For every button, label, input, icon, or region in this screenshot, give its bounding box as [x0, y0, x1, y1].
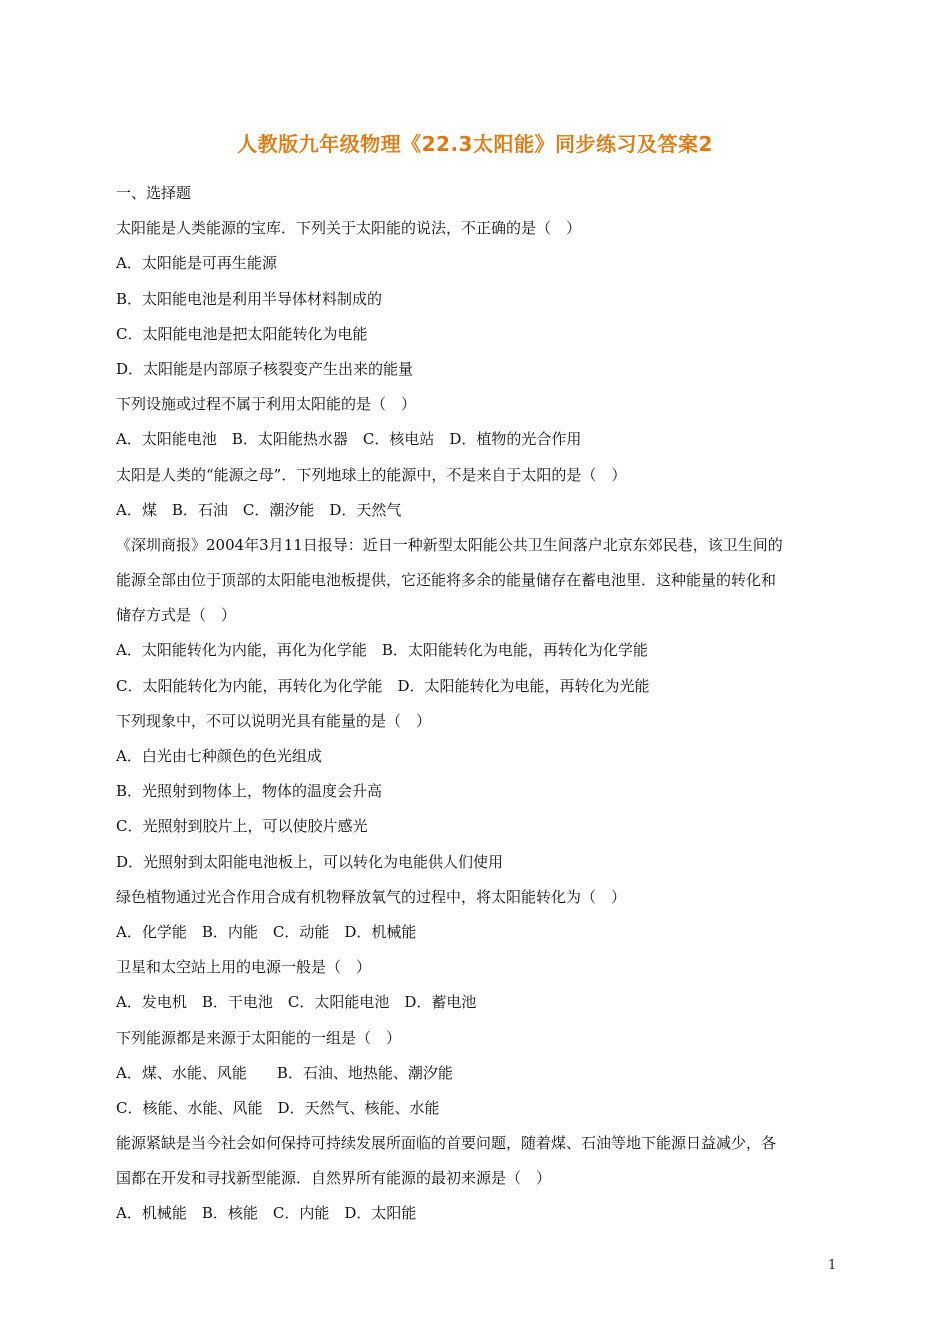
text-line: 太阳是人类的“能源之母”．下列地球上的能源中，不是来自于太阳的是（ ） — [116, 465, 627, 484]
text-line: 储存方式是（ ） — [116, 606, 237, 625]
text-line: A．化学能 B．内能 C．动能 D．机械能 — [116, 922, 417, 941]
text-line: 下列设施或过程不属于利用太阳能的是（ ） — [116, 395, 417, 414]
text-line: A．发电机 B．干电池 C．太阳能电池 D．蓄电池 — [116, 993, 477, 1012]
document-title: 人教版九年级物理《22.3太阳能》同步练习及答案2 — [237, 132, 713, 156]
text-line: 卫星和太空站上用的电源一般是（ ） — [116, 958, 372, 977]
text-line: C．核能、水能、风能 D．天然气、核能、水能 — [116, 1098, 440, 1117]
text-line: A．太阳能电池 B．太阳能热水器 C．核电站 D．植物的光合作用 — [116, 430, 582, 449]
document-body — [116, 176, 838, 1232]
text-line: 太阳能是人类能源的宝库．下列关于太阳能的说法，不正确的是（ ） — [116, 219, 582, 238]
text-line: A．太阳能是可再生能源 — [116, 254, 277, 273]
text-line: 国都在开发和寻找新型能源．自然界所有能源的最初来源是（ ） — [116, 1169, 552, 1188]
text-line: C．光照射到胶片上，可以使胶片感光 — [116, 817, 368, 836]
text-line: 能源全部由位于顶部的太阳能电池板提供，它还能将多余的能量储存在蓄电池里．这种能量的转化和 — [116, 571, 777, 590]
text-line: D．太阳能是内部原子核裂变产生出来的能量 — [116, 359, 414, 378]
text-line: C．太阳能转化为内能，再转化为化学能 D．太阳能转化为电能，再转化为光能 — [116, 676, 650, 695]
section-heading: 一、选择题 — [116, 184, 192, 202]
text-line: A．机械能 B．核能 C．内能 D．太阳能 — [116, 1204, 417, 1223]
text-line: 绿色植物通过光合作用合成有机物释放氧气的过程中，将太阳能转化为（ ） — [116, 887, 627, 906]
text-line: A．煤、水能、风能 B．石油、地热能、潮汐能 — [116, 1063, 453, 1082]
text-line: C．太阳能电池是把太阳能转化为电能 — [116, 324, 368, 343]
text-line: B．太阳能电池是利用半导体材料制成的 — [116, 289, 383, 308]
text-line: D．光照射到太阳能电池板上，可以转化为电能供人们使用 — [116, 852, 504, 871]
text-line: 《深圳商报》2004年3月11日报导：近日一种新型太阳能公共卫生间落户北京东郊民巷，该卫生间的 — [116, 535, 783, 554]
text-line: 下列现象中，不可以说明光具有能量的是（ ） — [116, 711, 432, 730]
text-line: B．光照射到物体上，物体的温度会升高 — [116, 782, 383, 801]
text-line: 下列能源都是来源于太阳能的一组是（ ） — [116, 1028, 402, 1047]
text-line: A．太阳能转化为内能，再化为化学能 B．太阳能转化为电能，再转化为化学能 — [116, 641, 648, 660]
page-number: 1 — [828, 1258, 837, 1273]
text-line: A．白光由七种颜色的色光组成 — [116, 747, 322, 765]
text-line: A．煤 B．石油 C．潮汐能 D．天然气 — [116, 500, 402, 519]
text-line: 能源紧缺是当今社会如何保持可持续发展所面临的首要问题，随着煤、石油等地下能源日益减少，各 — [116, 1134, 777, 1153]
